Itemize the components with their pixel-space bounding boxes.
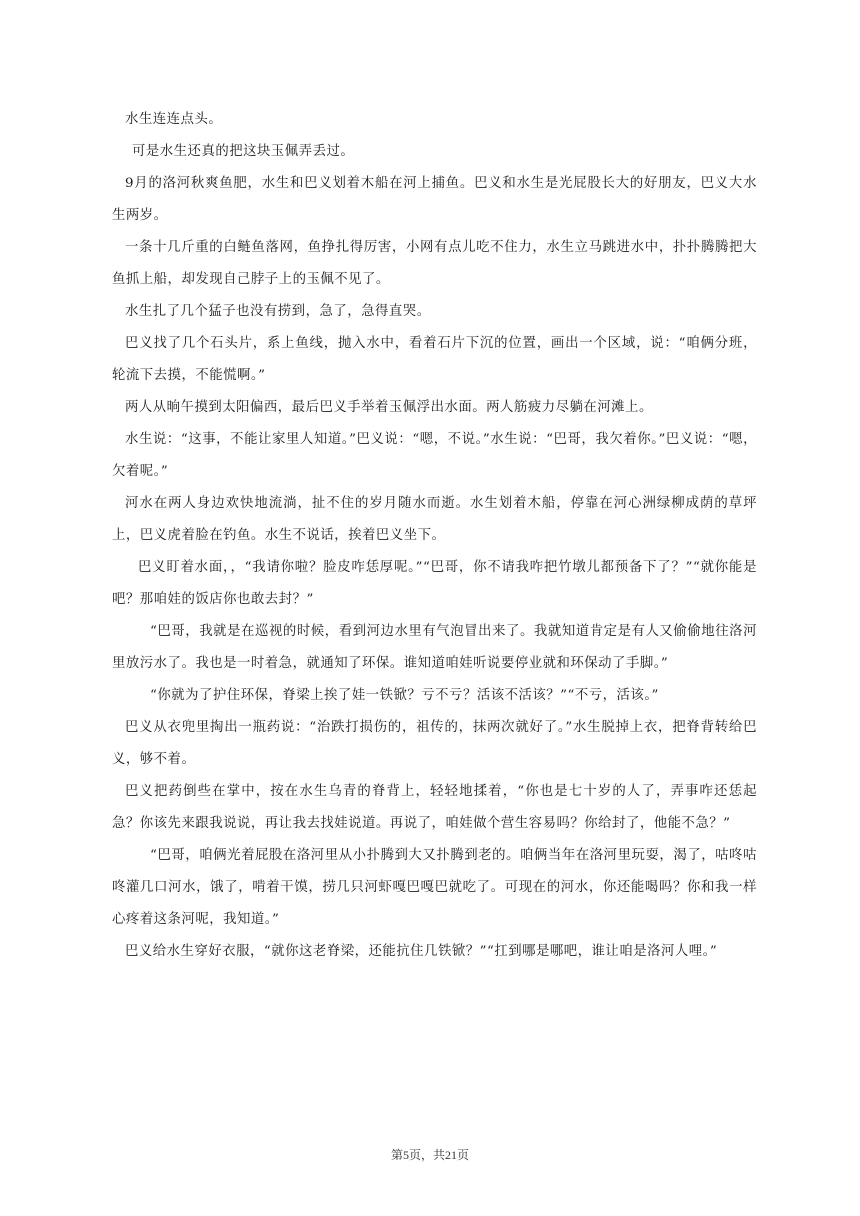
paragraph-10: 巴义盯着水面，，“我请你啦？脸皮咋恁厚呢。”“巴哥，你不请我咋把竹墩儿都预备下了？”“就你能是吧？那咱娃的饭店你也敢去封？” [112, 560, 757, 607]
paragraph-7: 两人从晌午摸到太阳偏西，最后巴义手举着玉佩浮出水面。两人筋疲力尽躺在河滩上。 [125, 400, 653, 415]
paragraph-12: “你就为了护住环保，脊梁上挨了娃一铁锨？亏不亏？活该不活该？”“不亏，活该。” [150, 688, 659, 703]
page-number-footer: 第5页，共21页 [390, 1148, 469, 1162]
paragraph-1: 水生连连点头。 [125, 112, 223, 127]
paragraph-8: 水生说：“这事，不能让家里人知道。”巴义说：“嗯，不说。”水生说：“巴哥，我欠着你。”巴义说：“嗯，欠着呢。” [112, 432, 757, 479]
paragraph-6: 巴义找了几个石头片，系上鱼线，抛入水中，看着石片下沉的位置，画出一个区域，说：“咱俩分班，轮流下去摸，不能慌啊。” [112, 336, 757, 383]
paragraph-4: 一条十几斤重的白鲢鱼落网，鱼挣扎得厉害，小网有点儿吃不住力，水生立马跳进水中，扑扑腾腾把大鱼抓上船，却发现自己脖子上的玉佩不见了。 [112, 240, 757, 287]
article-body [112, 104, 757, 968]
paragraph-5: 水生扎了几个猛子也没有捞到，急了，急得直哭。 [125, 304, 431, 319]
paragraph-2: 可是水生还真的把这块玉佩弄丢过。 [132, 144, 355, 159]
paragraph-15: “巴哥，咱俩光着屁股在洛河里从小扑腾到大又扑腾到老的。咱俩当年在洛河里玩耍，渴了，咕咚咕咚灌几口河水，饿了，啃着干馍，捞几只河虾嘎巴嘎巴就吃了。可现在的河水，你还能喝吗？你和我一样心疼着这条河呢，我知道。” [112, 848, 757, 927]
paragraph-11: “巴哥，我就是在巡视的时候，看到河边水里有气泡冒出来了。我就知道肯定是有人又偷偷地往洛河里放污水了。我也是一时着急，就通知了环保。谁知道咱娃听说要停业就和环保动了手脚。” [112, 624, 757, 671]
paragraph-13: 巴义从衣兜里掏出一瓶药说：“治跌打损伤的，祖传的，抹两次就好了。”水生脱掉上衣，把脊背转给巴义，够不着。 [112, 720, 757, 767]
paragraph-14: 巴义把药倒些在掌中，按在水生乌青的脊背上，轻轻地揉着，“你也是七十岁的人了，弄事咋还恁起急？你该先来跟我说说，再让我去找娃说道。再说了，咱娃做个营生容易吗？你给封了，他能不急？” [112, 784, 757, 831]
paragraph-9: 河水在两人身边欢快地流淌，扯不住的岁月随水而逝。水生划着木船，停靠在河心洲绿柳成荫的草坪上，巴义虎着脸在钓鱼。水生不说话，挨着巴义坐下。 [112, 496, 757, 543]
paragraph-3: 9月的洛河秋爽鱼肥，水生和巴义划着木船在河上捕鱼。巴义和水生是光屁股长大的好朋友，巴义大水生两岁。 [112, 176, 757, 223]
paragraph-16: 巴义给水生穿好衣服，“就你这老脊梁，还能抗住几铁锨？”“扛到哪是哪吧，谁让咱是洛河人哩。” [125, 944, 718, 959]
